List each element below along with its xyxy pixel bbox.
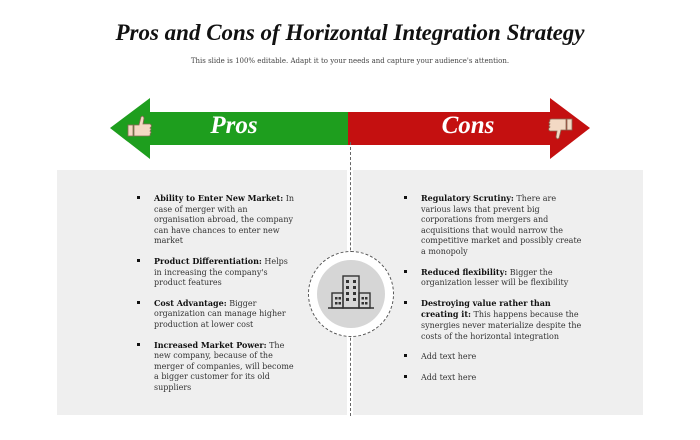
pros-item-text: Bigger organization can manage higher production at lower cost bbox=[154, 298, 286, 329]
pros-item-heading: Cost Advantage: bbox=[154, 297, 227, 308]
office-buildings-icon bbox=[317, 260, 385, 328]
cons-item bbox=[404, 298, 584, 342]
pros-item bbox=[137, 298, 297, 331]
pros-item-text: The new company, because of the merger of companies, will become a bigger customer for its old suppliers bbox=[154, 340, 294, 392]
cons-item-text: This happens because the synergies never materialize despite the costs of the horizontal integration bbox=[421, 310, 582, 341]
cons-item-text: Add text here bbox=[421, 352, 477, 362]
cons-item-text: There are various laws that prevent big corporations from mergers and acquisitions that would narrow the competitive market and possibly create a monopoly bbox=[421, 194, 582, 256]
cons-item-heading: Regulatory Scrutiny: bbox=[421, 193, 514, 203]
slide-title: Pros and Cons of Horizontal Integration Strategy bbox=[115, 20, 585, 45]
center-icon-background bbox=[317, 260, 385, 328]
pros-item-text: Helps in increasing the company's product features bbox=[154, 256, 288, 288]
pros-item-heading: Ability to Enter New Market: bbox=[154, 193, 284, 203]
pros-item bbox=[137, 193, 297, 247]
cons-label: Cons bbox=[441, 112, 495, 139]
cons-item-heading: Destroying value rather than creating it: bbox=[421, 297, 551, 320]
pros-list bbox=[137, 193, 297, 403]
cons-item-text: Bigger the organization lesser will be flexibility bbox=[421, 267, 569, 288]
pros-item-heading: Increased Market Power: bbox=[154, 339, 267, 350]
pros-item-heading: Product Differentiation: bbox=[154, 255, 262, 266]
pros-item bbox=[137, 340, 297, 394]
cons-item bbox=[404, 372, 584, 384]
pros-item-text: In case of merger with an organisation abroad, the company can have chances to enter new market bbox=[154, 194, 295, 246]
cons-item bbox=[404, 351, 584, 363]
cons-item bbox=[404, 267, 584, 289]
cons-item bbox=[404, 193, 584, 258]
cons-item-text: Add text here bbox=[421, 372, 477, 382]
pros-item bbox=[137, 256, 297, 289]
cons-list bbox=[404, 193, 584, 392]
center-circle bbox=[308, 251, 394, 337]
pros-label: Pros bbox=[210, 112, 258, 139]
slide-subtitle: This slide is 100% editable. Adapt it to your needs and capture your audience's attention. bbox=[190, 57, 510, 65]
cons-item-heading: Reduced flexibility: bbox=[421, 266, 508, 277]
